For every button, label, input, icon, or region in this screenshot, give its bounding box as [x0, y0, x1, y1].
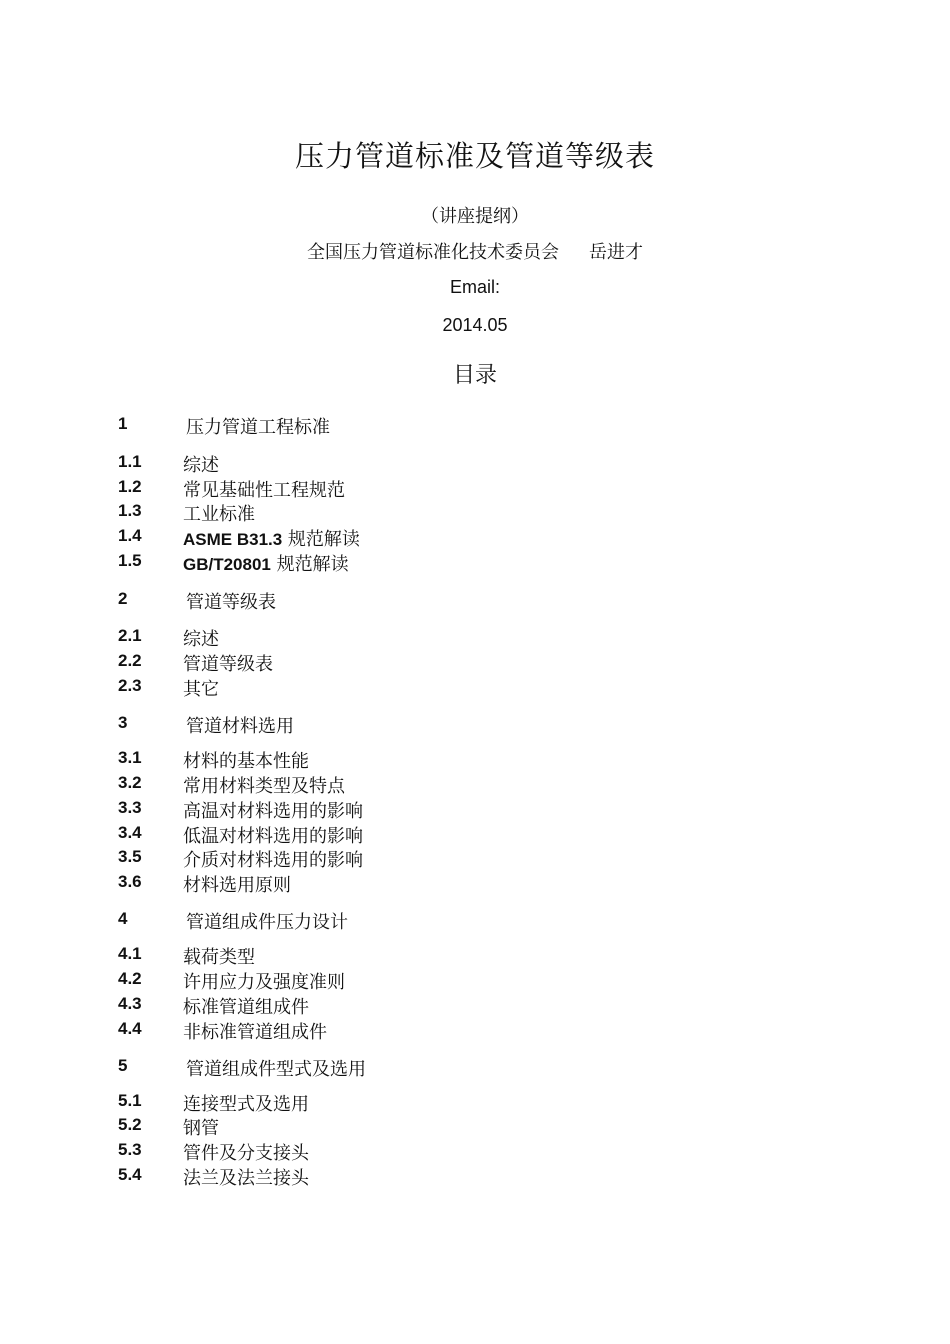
email-label: Email:: [449, 277, 500, 297]
toc-number: 1: [118, 414, 128, 433]
standard-code: GB/T20801: [183, 555, 271, 574]
toc-number: 1.2: [118, 477, 142, 496]
toc-number: 2: [118, 589, 128, 608]
toc-title: 连接型式及选用: [183, 1094, 309, 1115]
toc-number: 1.5: [118, 551, 142, 570]
toc-title: 许用应力及强度准则: [183, 972, 345, 993]
toc-title: 管道材料选用: [186, 716, 294, 737]
toc-number: 4.4: [118, 1019, 142, 1038]
toc-heading: 目录: [452, 363, 497, 388]
toc-title: 综述: [183, 455, 219, 476]
toc-number: 1.4: [118, 526, 142, 545]
document-title: 压力管道标准及管道等级表: [294, 139, 655, 173]
organization-name: 全国压力管道标准化技术委员会: [307, 242, 559, 263]
toc-title: 常见基础性工程规范: [183, 480, 345, 501]
toc-title: 其它: [183, 679, 219, 700]
toc-number: 3.3: [118, 798, 142, 817]
toc-title: 管道等级表: [186, 592, 276, 613]
toc-number: 4.2: [118, 969, 142, 988]
toc-title: 管道等级表: [183, 654, 273, 675]
toc-title: 非标准管道组成件: [183, 1022, 327, 1043]
document-date: 2014.05: [442, 315, 508, 335]
toc-number: 5.2: [118, 1115, 142, 1134]
toc-title: 管道组成件型式及选用: [186, 1059, 366, 1080]
toc-title: 材料选用原则: [183, 875, 291, 896]
toc-title: 高温对材料选用的影响: [183, 801, 363, 822]
toc-number: 5.4: [118, 1165, 142, 1184]
toc-number: 4: [118, 909, 128, 928]
author-name: 岳进才: [589, 242, 643, 263]
author-line: [0, 238, 950, 264]
toc-title: 管件及分支接头: [183, 1143, 309, 1164]
toc-title: 介质对材料选用的影响: [183, 850, 363, 871]
toc-number: 3.4: [118, 823, 142, 842]
toc-title: 常用材料类型及特点: [183, 776, 345, 797]
toc-number: 3.2: [118, 773, 142, 792]
toc-title-suffix: 规范解读: [270, 554, 349, 575]
toc-number: 1.1: [118, 452, 142, 471]
toc-title: [183, 550, 349, 576]
toc-number: 4.3: [118, 994, 142, 1013]
toc-number: 3.5: [118, 847, 142, 866]
toc-number: 2.3: [118, 676, 142, 695]
toc-title: 材料的基本性能: [183, 751, 309, 772]
toc-number: 2.2: [118, 651, 142, 670]
toc-title: 钢管: [183, 1118, 219, 1139]
toc-title-suffix: 规范解读: [282, 529, 360, 550]
toc-number: 5.1: [118, 1091, 142, 1110]
toc-number: 2.1: [118, 626, 142, 645]
toc-number: 1.3: [118, 501, 142, 520]
toc-title: [183, 525, 360, 551]
toc-title: 压力管道工程标准: [186, 417, 330, 438]
toc-number: 3: [118, 713, 128, 732]
standard-code: ASME B31.3: [183, 530, 283, 549]
toc-title: 管道组成件压力设计: [186, 912, 348, 933]
toc-title: 标准管道组成件: [183, 997, 309, 1018]
toc-title: 载荷类型: [183, 947, 255, 968]
toc-number: 5.3: [118, 1140, 142, 1159]
toc-title: 工业标准: [183, 504, 255, 525]
document-subtitle: （讲座提纲）: [421, 206, 529, 227]
toc-number: 3.1: [118, 748, 142, 767]
toc-title: 低温对材料选用的影响: [183, 826, 363, 847]
toc-number: 4.1: [118, 944, 142, 963]
toc-number: 5: [118, 1056, 128, 1075]
toc-number: 3.6: [118, 872, 142, 891]
toc-title: 法兰及法兰接头: [183, 1168, 309, 1189]
toc-title: 综述: [183, 629, 219, 650]
